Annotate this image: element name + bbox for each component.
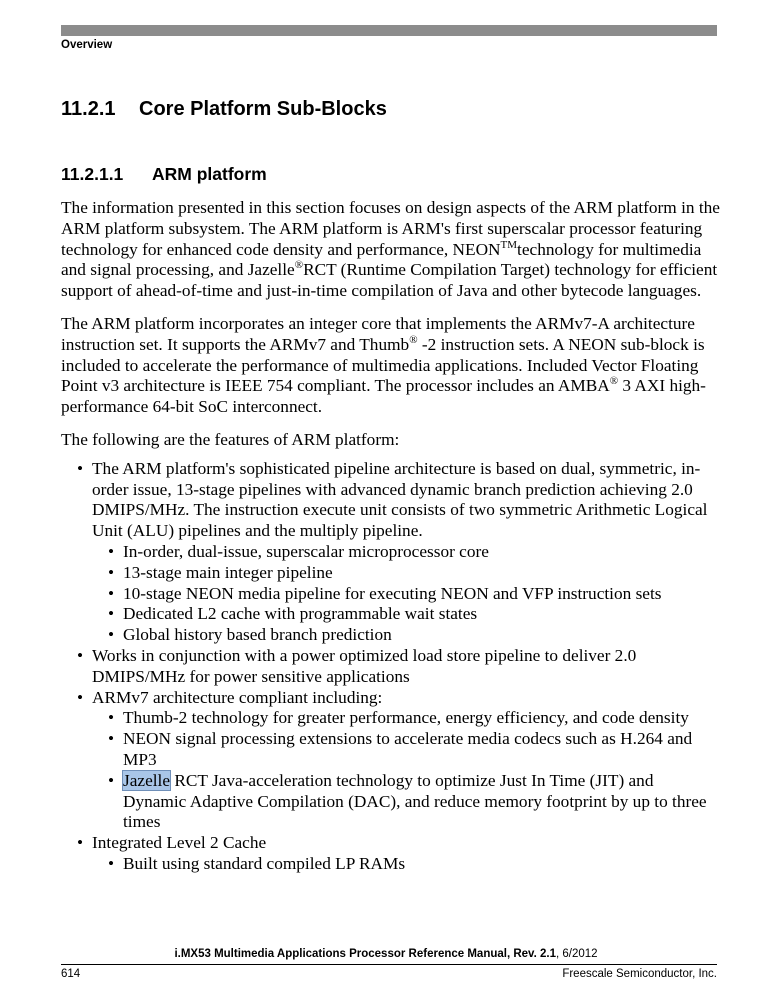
list-item	[61, 833, 721, 875]
subsection-number: 11.2.1.1	[61, 164, 124, 184]
manual-date: , 6/2012	[555, 948, 598, 960]
list-item	[61, 688, 721, 834]
footer-rule	[61, 964, 717, 965]
header-bar	[61, 25, 717, 36]
list-item: • Thumb-2 technology for greater performance, energy efficiency, and code density	[92, 708, 721, 729]
list-item: • NEON signal processing extensions to accelerate media codecs such as H.264 and MP3	[92, 729, 721, 771]
intro-paragraph	[61, 198, 721, 302]
list-item: • Dedicated L2 cache with programmable wait states	[92, 604, 721, 625]
list-item	[61, 646, 721, 688]
text-run: -2 instruction sets. A NEON sub-block is included to accelerate the performance of multimedia applications. Included Vector Floating Point v3 architecture is IEEE 754 compliant. The processor includes an AMBA	[61, 334, 705, 396]
subsection-heading	[61, 164, 267, 185]
text-run: 3 AXI high-performance 64-bit SoC interconnect.	[61, 376, 706, 417]
section-label: Overview	[61, 39, 113, 51]
list-item	[61, 459, 721, 646]
feature-text: The ARM platform's sophisticated pipeline architecture is based on dual, symmetric, in-order issue, 13-stage pipelines with advanced dynamic branch prediction achieving 2.0 DMIPS/MHz. The instruction execute unit consists of two symmetric Arithmetic Logical Unit (ALU) pipelines and the multiply pipeline.	[92, 458, 708, 541]
registered-mark: ®	[294, 259, 304, 272]
trademark-mark: TM	[500, 238, 518, 251]
feature-text: ARMv7 architecture compliant including:	[92, 687, 383, 707]
sub-feature-list	[92, 708, 721, 833]
registered-mark: ®	[609, 375, 619, 388]
list-item: • 13-stage main integer pipeline	[92, 563, 721, 584]
registered-mark: ®	[409, 334, 418, 347]
company-name: Freescale Semiconductor, Inc.	[562, 968, 717, 980]
sub-feature-list	[92, 542, 721, 646]
section-number: 11.2.1	[61, 98, 116, 120]
search-highlight[interactable]: Jazelle	[123, 770, 171, 790]
features-intro: The following are the features of ARM platform:	[61, 429, 400, 449]
subsection-title: ARM platform	[152, 164, 267, 184]
list-item: • Built using standard compiled LP RAMs	[92, 854, 721, 875]
text-run: The information presented in this section focuses on design aspects of the ARM platform in the ARM platform subsystem. The ARM platform is ARM's first superscalar processor featuring technology for enhanced code density and performance, NEON	[61, 198, 720, 259]
list-item: • In-order, dual-issue, superscalar microprocessor core	[92, 542, 721, 563]
text-run: RCT Java-acceleration technology to optimize Just In Time (JIT) and Dynamic Adaptive Compilation (DAC), and reduce memory footprint by up to three times	[123, 770, 707, 832]
feature-text: Works in conjunction with a power optimized load store pipeline to deliver 2.0 DMIPS/MHz for power sensitive applications	[92, 645, 637, 686]
text-run: RCT (Runtime Compilation Target) technology for efficient support of ahead-of-time and just-in-time compilation of Java and other bytecode languages.	[61, 260, 718, 301]
footer-title	[0, 948, 772, 960]
section-heading	[61, 98, 387, 121]
feature-list	[61, 459, 721, 875]
sub-feature-list	[92, 854, 721, 875]
list-item: • Global history based branch prediction	[92, 625, 721, 646]
body-content	[61, 198, 721, 875]
core-paragraph	[61, 314, 721, 418]
page-number: 614	[61, 968, 81, 980]
text-run: The ARM platform incorporates an integer core that implements the ARMv7-A architecture instruction set. It supports the ARMv7 and Thumb	[61, 313, 695, 354]
list-item: • 10-stage NEON media pipeline for executing NEON and VFP instruction sets	[92, 584, 721, 605]
section-title: Core Platform Sub-Blocks	[139, 98, 387, 120]
feature-text: Integrated Level 2 Cache	[92, 833, 267, 853]
text-run: technology for multimedia and signal processing, and Jazelle	[61, 239, 702, 280]
manual-title: i.MX53 Multimedia Applications Processor Reference Manual, Rev. 2.1	[174, 948, 556, 960]
list-item	[92, 771, 721, 833]
